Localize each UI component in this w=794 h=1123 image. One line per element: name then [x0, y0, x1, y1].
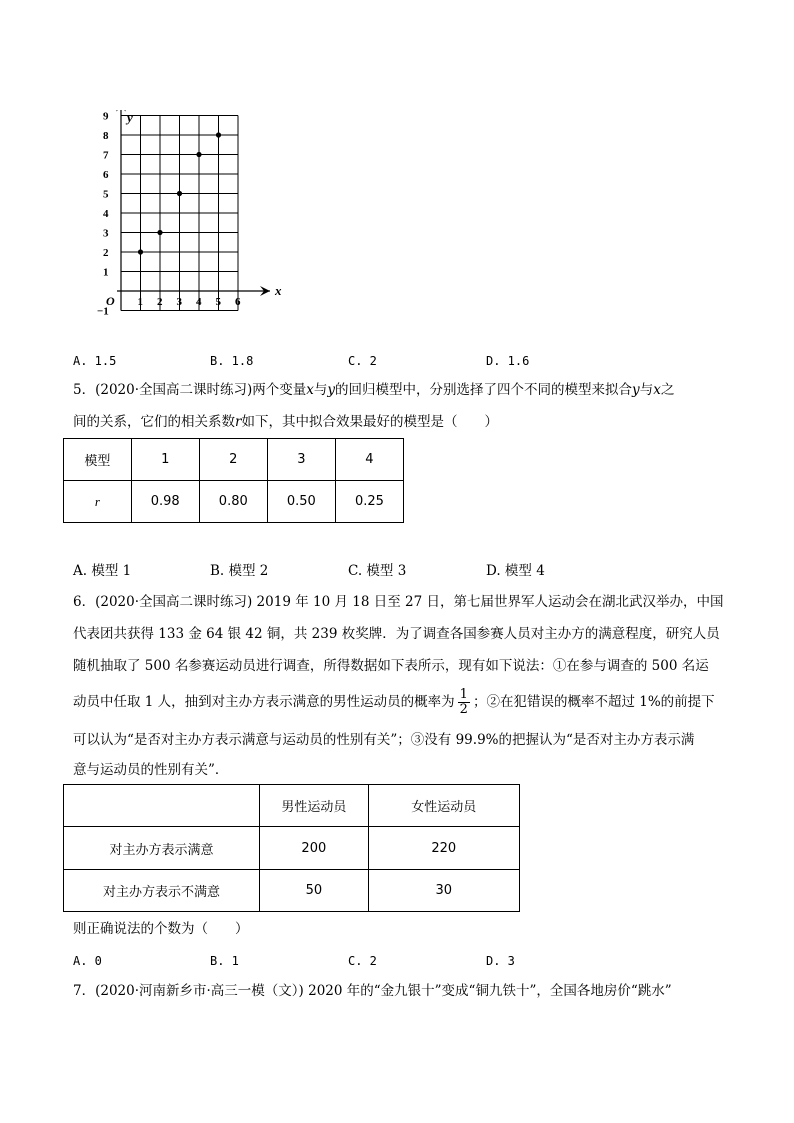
- table-cell: 2: [199, 439, 267, 481]
- table-cell: 4: [335, 439, 403, 481]
- table-cell: 模型: [64, 439, 132, 481]
- q6-option-a[interactable]: A. 0: [73, 954, 102, 968]
- y-tick-label: 9: [103, 110, 109, 123]
- fraction-numerator: 1: [459, 687, 468, 702]
- q7-stem-line1: 7．(2020·河南新乡市·高三一模（文）) 2020 年的“金九银十”变成“铜九铁十”，全国各地房价“跳水”: [73, 983, 672, 999]
- scatter-plot: [95, 110, 295, 325]
- origin-label: O: [106, 294, 115, 308]
- table-cell: 对主办方表示不满意: [64, 870, 260, 912]
- q5-option-a[interactable]: A. 模型 1: [73, 563, 132, 579]
- table-cell: 220: [368, 827, 519, 870]
- q5-text: 如下，其中拟合效果最好的模型是（ ）: [241, 414, 498, 430]
- x-tick-label: 3: [176, 296, 182, 308]
- x-tick-label: 6: [235, 296, 241, 308]
- data-point: [157, 230, 162, 235]
- x-tick-label: 2: [157, 296, 163, 308]
- var-y: y: [327, 382, 336, 398]
- table-cell: 0.98: [131, 481, 199, 523]
- y-tick-label: 8: [103, 130, 109, 142]
- q5-stem-line1: [73, 382, 674, 398]
- plot-grid: [121, 116, 238, 311]
- table-row: [64, 870, 520, 912]
- x-tick-label: 1: [137, 296, 143, 308]
- q5-option-c[interactable]: C. 模型 3: [348, 563, 407, 579]
- table-cell: 0.25: [335, 481, 403, 523]
- var-x: x: [306, 382, 314, 398]
- q6-stem-line5: 可以认为“是否对主办方表示满意与运动员的性别有关”；③没有 99.9%的把握认为“是否对主办方表示满: [73, 732, 695, 748]
- q6-stem-line2: 代表团共获得 133 金 64 银 42 铜，共 239 枚奖牌．为了调查各国参赛人员对主办方的满意程度，研究人员: [73, 626, 720, 642]
- q5-table: [63, 438, 404, 523]
- table-cell: 0.80: [199, 481, 267, 523]
- y-tick-label: 5: [103, 188, 109, 201]
- q6-option-d[interactable]: D. 3: [486, 954, 515, 968]
- q6-text: 动员中任取 1 人，抽到对主办方表示满意的男性运动员的概率为: [73, 694, 455, 710]
- q5-text: 的回归模型中，分别选择了四个不同的模型来拟合: [335, 382, 633, 398]
- q5-option-d[interactable]: D. 模型 4: [486, 563, 545, 579]
- q4-option-b[interactable]: B. 1.8: [210, 354, 254, 368]
- q5-prefix: 5．(2020·全国高二课时练习)两个变量: [73, 382, 307, 398]
- y-tick-label: 2: [103, 247, 109, 259]
- q4-option-a[interactable]: A. 1.5: [73, 354, 117, 368]
- q6-question: 则正确说法的个数为（ ）: [73, 921, 249, 937]
- q6-text: ；②在犯错误的概率不超过 1%的前提下: [472, 694, 715, 710]
- q6-table: [63, 784, 520, 912]
- fraction-denominator: 2: [459, 702, 468, 717]
- table-cell: [64, 785, 260, 827]
- fraction: [458, 688, 470, 717]
- y-axis-label: y: [127, 110, 133, 125]
- x-tick-label: 4: [196, 296, 202, 308]
- q6-option-c[interactable]: C. 2: [348, 954, 377, 968]
- q6-option-b[interactable]: B. 1: [210, 954, 239, 968]
- table-row: [64, 481, 404, 523]
- q5-text: 之: [660, 382, 675, 398]
- q4-option-c[interactable]: C. 2: [348, 354, 377, 368]
- plot-axes: [116, 110, 270, 311]
- q5-stem-line2: [73, 414, 498, 430]
- table-cell: 女性运动员: [368, 785, 519, 827]
- var-x: x: [653, 382, 661, 398]
- table-cell: 3: [267, 439, 335, 481]
- y-tick-label: 3: [103, 227, 109, 240]
- y-tick-label: −1: [97, 305, 109, 318]
- y-tick-label: 1: [103, 266, 109, 279]
- table-row: [64, 439, 404, 481]
- x-tick-label: 5: [215, 296, 221, 308]
- table-row: [64, 827, 520, 870]
- table-row: [64, 785, 520, 827]
- q5-option-b[interactable]: B. 模型 2: [210, 563, 269, 579]
- table-cell: 30: [368, 870, 519, 912]
- data-point: [216, 132, 221, 137]
- table-cell: 0.50: [267, 481, 335, 523]
- q6-stem-line1: 6．(2020·全国高二课时练习) 2019 年 10 月 18 日至 27 日，第七届世界军人运动会在湖北武汉举办，中国: [73, 594, 724, 610]
- q5-text: 与: [313, 382, 328, 398]
- q6-stem-line4: [73, 688, 715, 717]
- q5-text: 间的关系，它们的相关系数: [73, 414, 235, 430]
- table-cell: 200: [260, 827, 369, 870]
- data-point: [196, 152, 201, 157]
- q5-text: 与: [639, 382, 654, 398]
- var-y: y: [632, 382, 640, 398]
- q4-option-d[interactable]: D. 1.6: [486, 354, 530, 368]
- data-point: [138, 249, 143, 254]
- q6-stem-line3: 随机抽取了 500 名参赛运动员进行调查，所得数据如下表所示，现有如下说法：①在参与调查的 500 名运: [73, 658, 709, 674]
- x-axis-label: x: [275, 283, 282, 298]
- y-tick-label: 6: [103, 169, 109, 181]
- table-cell: r: [64, 481, 132, 523]
- data-point: [177, 191, 182, 196]
- var-r: r: [235, 414, 242, 430]
- table-cell: 50: [260, 870, 369, 912]
- table-cell: 对主办方表示满意: [64, 827, 260, 870]
- y-tick-label: 4: [103, 208, 109, 220]
- y-tick-label: 7: [103, 149, 109, 162]
- table-cell: 男性运动员: [260, 785, 369, 827]
- tick-labels: [97, 111, 241, 318]
- q6-stem-line6: 意与运动员的性别有关”．: [73, 762, 229, 778]
- table-cell: 1: [131, 439, 199, 481]
